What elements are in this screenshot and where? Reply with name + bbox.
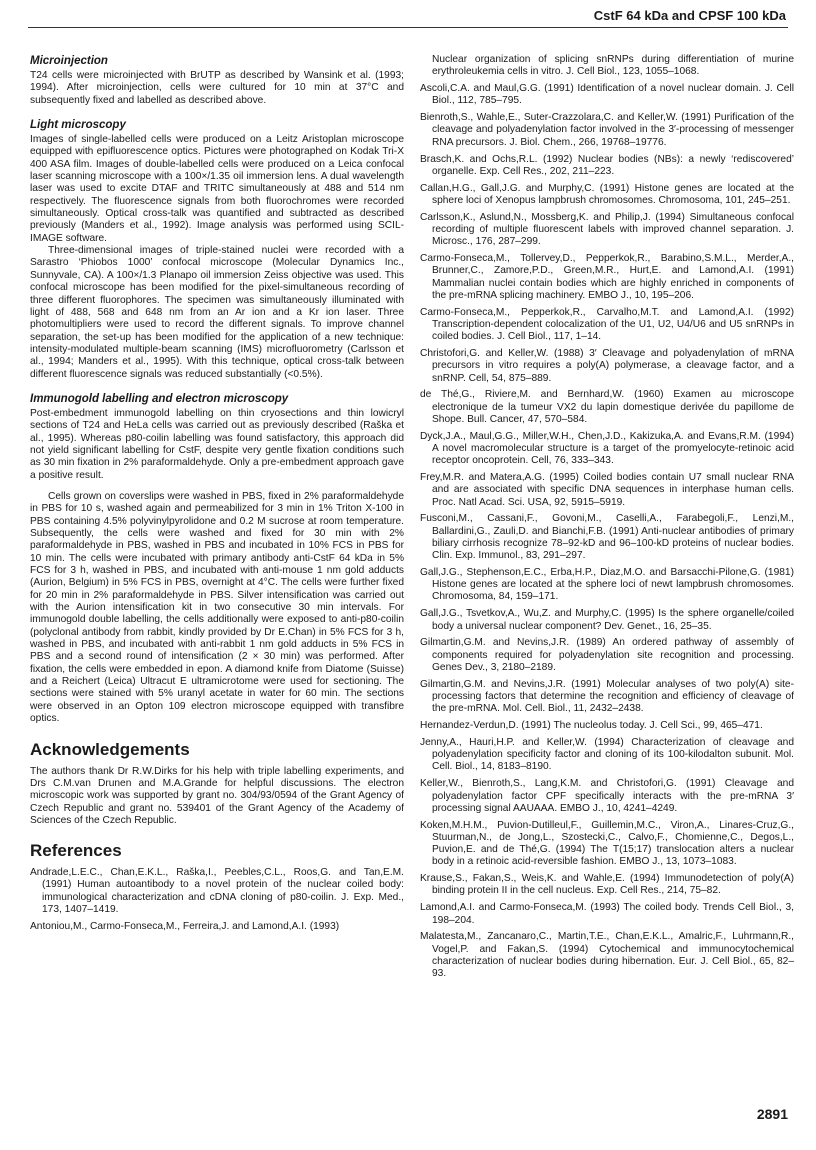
reference-entry: Brasch,K. and Ochs,R.L. (1992) Nuclear bodies (NBs): a newly ‘rediscovered’ organelle. Exp. Cell Res., 202, 211–223.	[420, 153, 794, 177]
reference-entry: Callan,H.G., Gall,J.G. and Murphy,C. (1991) Histone genes are located at the sphere loci of Xenopus lampbrush chromosomes. Chromosoma, 101, 245–251.	[420, 182, 794, 206]
reference-entry: Gall,J.G., Tsvetkov,A., Wu,Z. and Murphy,C. (1995) Is the sphere organelle/coiled body a universal nuclear component? Dev. Genet., 16, 25–35.	[420, 608, 794, 632]
reference-entry: Dyck,J.A., Maul,G.G., Miller,W.H., Chen,J.D., Kakizuka,A. and Evans,R.M. (1994) A novel macromolecular structure is a target of the promyelocyte-retinoic acid receptor oncoprotein. Cell, 76, 333–343.	[420, 430, 794, 467]
reference-entry: Fusconi,M., Cassani,F., Govoni,M., Caselli,A., Farabegoli,F., Lenzi,M., Ballardini,G., Zauli,D. and Bianchi,F.B. (1991) Anti-nuclear antibodies of primary biliary cirrhosis recognize 78–92-kD and 96–100-kD proteins of nuclear bodies. Clin. Exp. Immunol., 83, 291–297.	[420, 513, 794, 562]
acknowledgements-text: The authors thank Dr R.W.Dirks for his help with triple labelling experiments, and Drs C.M.van Drunen and M.A.Grande for helpful discussions. The electron microscopic work was supported by grant no. 304/93/0594 of the Grant Agency of Czech Republic and grant no. 539401 of the Grant Agency of the Academy of Sciences of the Czech Republic.	[30, 765, 404, 826]
reference-entry: Frey,M.R. and Matera,A.G. (1995) Coiled bodies contain U7 small nuclear RNA and are associated with specific DNA sequences in interphase human cells. Proc. Natl Acad. Sci. USA, 92, 5915–5919.	[420, 472, 794, 508]
paragraph: T24 cells were microinjected with BrUTP as described by Wansink et al. (1993; 1994). After microinjection, cells were cultured for 10 min at 37°C and subsequently fixed and labelled as described above.	[30, 70, 404, 106]
reference-entry: Gilmartin,G.M. and Nevins,J.R. (1991) Molecular analyses of two poly(A) site-processing factors that determine the recognition and efficiency of cleavage of the pre-mRNA. Mol. Cell. Biol., 11, 2432–2438.	[420, 678, 794, 715]
right-column	[420, 54, 794, 985]
section-heading-light-microscopy: Light microscopy	[30, 119, 126, 132]
reference-entry: Gall,J.G., Stephenson,E.C., Erba,H.P., Diaz,M.O. and Barsacchi-Pilone,G. (1981) Histone genes are located at the sphere loci of newt lampbrush chromosomes. Chromosoma, 84, 159–171.	[420, 566, 794, 603]
reference-entry: Keller,W., Bienroth,S., Lang,K.M. and Christofori,G. (1991) Cleavage and polyadenylation factor CPF specifically interacts with the pre-mRNA 3′ processing signal AAUAAA. EMBO J., 10, 4241–4249.	[420, 778, 794, 814]
reference-entry: Carmo-Fonseca,M., Pepperkok,R., Carvalho,M.T. and Lamond,A.I. (1992) Transcription-dependent colocalization of the U1, U2, U4/U6 and U5 snRNPs in coiled bodies. J. Cell Biol., 117, 1–14.	[420, 306, 794, 343]
reference-entry: Carmo-Fonseca,M., Tollervey,D., Pepperkok,R., Barabino,S.M.L., Merder,A., Brunner,C., Zamore,P.D., Green,M.R., Hurt,E. and Lamond,A.I. (1991) Mammalian nuclei contain bodies which are highly enriched in components of the pre-mRNA splicing machinery. EMBO J., 10, 195–206.	[420, 253, 794, 301]
reference-entry: Carlsson,K., Aslund,N., Mossberg,K. and Philip,J. (1994) Simultaneous confocal recording of multiple fluorescent labels with improved channel separation. J. Microsc., 176, 287–299.	[420, 211, 794, 248]
paragraph: Post-embedment immunogold labelling on thin cryosections and thin lowicryl sections of T24 and HeLa cells was carried out as previously described (Raška et al., 1995). Whereas p80-coilin labelling was found satisfactory, this approach did not yield significant labelling for CstF, despite very gentle fixation conditions such as 30 min fixation in 2% paraformaldehyde. Only a pre-embedment approach gave a positive result.	[30, 407, 404, 481]
reference-entry: Bienroth,S., Wahle,E., Suter-Crazzolara,C. and Keller,W. (1991) Purification of the cleavage and polyadenylation factor involved in the 3′-processing of messenger RNA precursors. J. Biol. Chem., 266, 19768–19776.	[420, 112, 794, 148]
paragraph: Cells grown on coverslips were washed in PBS, fixed in 2% paraformaldehyde in PBS for 10 s, washed again and permeabilized for 3 min in 1% Triton X-100 in PBS containing 4.5% polyvinylpyrolidone and 0.2 M sucrose at room temperature. Subsequently, the cells were washed and fixed for 30 min with 2% paraformaldehyde in PBS, washed in PBS and incubated in 10% FCS in PBS for 10 min. The cells were incubated with primary antibody anti-CstF 64 kDa in 5% FCS for 3 h, washed in PBS, and incubated with anti-mouse 1 nm gold adducts (Aurion, Belgium) in 5% FCS in PBS, overnight at 4°C. The cells were further fixed for 20 min in 2% paraformaldehyde in PBS. Silver intensification was carried out with the Aurion intensification kit in two consecutive 30 min intervals. For immunogold double labelling, the cells additionally were exposed to anti-p80-coilin (polyclonal antibody from rabbit, kindly provided by Dr E.Chan) in 5% FCS for 3 h, washed in PBS, and incubated with anti-rabbit 1 nm gold adducts in 5% FCS in PBS and a second round of intensification (2 × 30 min) was performed. After fixation, the cells were embedded in epon. A diamond knife from Diatome (Suisse) and a Reichert (Leica) Ultracut E ultramicrotome were used for sectioning. The sections were stained with 5% uranyl acetate in water for 60 min. The sections were observed in an Opton 109 electron microscope equipped with transfibre optics.	[30, 490, 404, 725]
reference-entry: Antoniou,M., Carmo-Fonseca,M., Ferreira,J. and Lamond,A.I. (1993)	[30, 920, 340, 932]
references-heading: References	[30, 841, 122, 861]
header-rule	[28, 27, 788, 28]
reference-entry: Christofori,G. and Keller,W. (1988) 3′ Cleavage and polyadenylation of mRNA precursors in vitro requires a poly(A) polymerase, a cleavage factor, and a snRNP. Cell, 54, 875–889.	[420, 348, 794, 384]
acknowledgements-heading: Acknowledgements	[30, 739, 190, 759]
reference-entry: Gilmartin,G.M. and Nevins,J.R. (1989) An ordered pathway of assembly of components required for polyadenylation site recognition and processing. Genes Dev., 3, 2180–2189.	[420, 637, 794, 673]
paragraph: Three-dimensional images of triple-stained nuclei were recorded with a Sarastro ‘Phiobos 1000’ confocal microscope (Molecular Dynamics Inc., Sunnyvale, CA). A 100×/1.3 Planapo oil immersion Zeiss objective was used. This confocal microscope has been modified for the pixel-simultaneous recording of three different fluorophores. The specimen was simultaneously illuminated with light of 488, 568 and 648 nm from an Ar ion and a Kr ion laser. Three photomultipliers were used to record the different signals. To improve channel separation, the set-up has been modified for the application of a new technique: intensity-modulated multiple-beam scanning (IMS) microfluorometry (Carlsson et al., 1994; Manders et al., 1995). With this technique, optical cross-talk between different fluorescence signals was reduced substantially (<0.5%).	[30, 245, 404, 380]
section-heading-immunogold: Immunogold labelling and electron microscopy	[30, 392, 289, 405]
reference-entry: Malatesta,M., Zancanaro,C., Martin,T.E., Chan,E.K.L., Amalric,F., Luhrmann,R., Vogel,P. and Fakan,S. (1994) Cytochemical and immunocytochemical characterization of nuclear bodies during hibernation. Eur. J. Cell Biol., 65, 82–93.	[420, 931, 794, 980]
reference-entry: Koken,M.H.M., Puvion-Dutilleul,F., Guillemin,M.C., Viron,A., Linares-Cruz,G., Stuurman,N., de Jong,L., Szostecki,C., Calvo,F., Chomienne,C., Degos,L., Puvion,E. and de Thé,G. (1994) The T(15;17) translocation alters a nuclear body in a retinoic acid-reversible fashion. EMBO J., 13, 1073–1083.	[420, 819, 794, 868]
left-column	[30, 54, 404, 938]
reference-entry: Krause,S., Fakan,S., Weis,K. and Wahle,E. (1994) Immunodetection of poly(A) binding protein II in the cell nucleus. Exp. Cell Res., 214, 75–82.	[420, 873, 794, 897]
page-number: 2891	[756, 1106, 788, 1122]
reference-entry: Andrade,L.E.C., Chan,E.K.L., Raška,I., Peebles,C.L., Roos,G. and Tan,E.M. (1991) Human autoantibody to a novel protein of the nuclear coiled body: immunological characterization and cDNA cloning of p80-coilin. J. Exp. Med., 173, 1407–1419.	[30, 867, 404, 915]
section-heading-microinjection: Microinjection	[30, 55, 108, 67]
reference-entry: Hernandez-Verdun,D. (1991) The nucleolus today. J. Cell Sci., 99, 465–471.	[420, 720, 763, 732]
reference-entry: Jenny,A., Hauri,H.P. and Keller,W. (1994) Characterization of cleavage and polyadenylation specificity factor and cloning of its 100-kilodalton subunit. Mol. Cell. Biol., 14, 8183–8190.	[420, 736, 794, 773]
running-head: CstF 64 kDa and CPSF 100 kDa	[593, 8, 786, 23]
reference-entry: Ascoli,C.A. and Maul,G.G. (1991) Identification of a novel nuclear domain. J. Cell Biol., 112, 785–795.	[420, 83, 794, 107]
reference-entry: de Thé,G., Riviere,M. and Bernhard,W. (1960) Examen au microscope electronique de la tumeur VX2 du lapin domestique derivée du papillome de Shope. Bull. Cancer, 47, 570–584.	[420, 389, 794, 425]
paragraph: Images of single-labelled cells were produced on a Leitz Aristoplan microscope equipped with epifluorescence optics. Pictures were photographed on Kodak Tri-X 400 ASA film. Images of double-labelled cells were produced on a Leica confocal laser scanning microscope with a 100×/1.35 oil immersion lens. A dual wavelength laser was used to excite DTAF and TRITC simultaneously at 488 and 514 nm respectively. The fluorescence signals from both fluorochromes were recorded simultaneously. Optical cross-talk was quantified and subtracted as described previously (Manders et al., 1992). Image analysis was performed using SCIL-IMAGE software.	[30, 134, 404, 244]
reference-entry: Nuclear organization of splicing snRNPs during differentiation of murine erythroleukemia cells in vitro. J. Cell Biol., 123, 1055–1068.	[432, 54, 794, 78]
reference-entry: Lamond,A.I. and Carmo-Fonseca,M. (1993) The coiled body. Trends Cell Biol., 3, 198–204.	[420, 902, 794, 926]
